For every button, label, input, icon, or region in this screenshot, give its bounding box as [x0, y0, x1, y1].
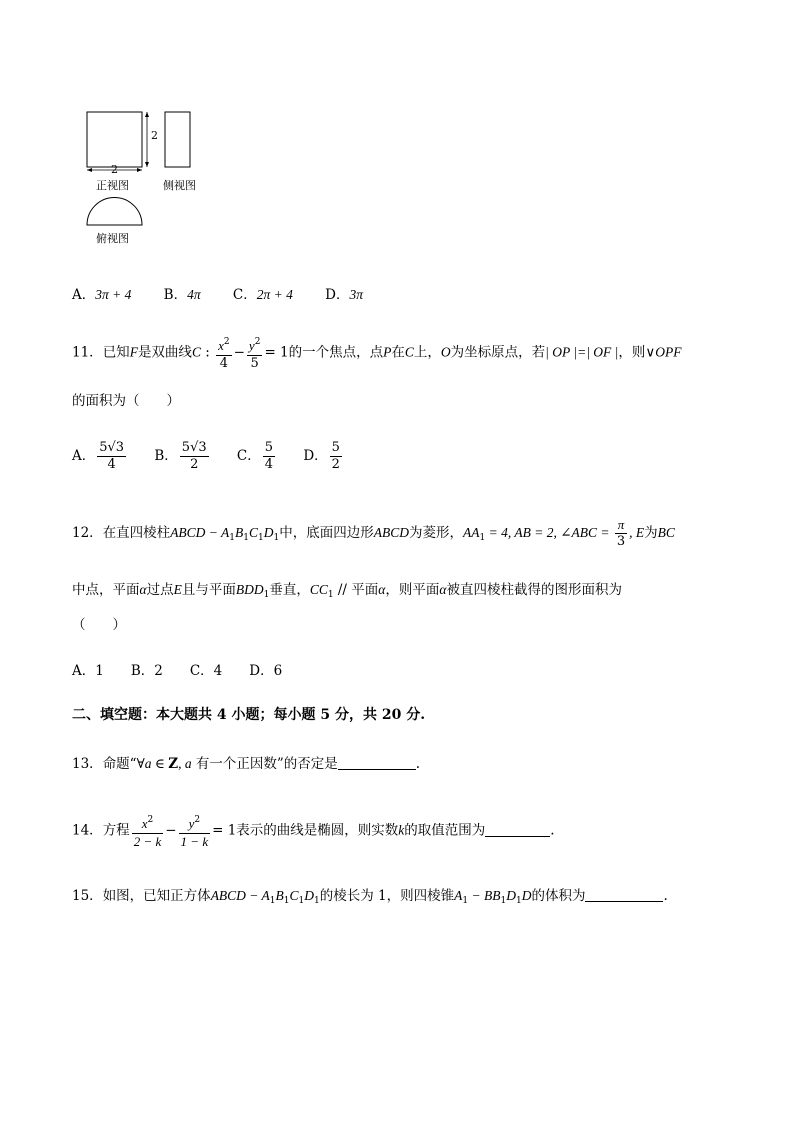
side-view-rect	[165, 112, 190, 167]
q15-answer-blank[interactable]	[585, 889, 663, 902]
section2-heading: 二、填空题：本大题共 4 小题；每小题 5 分，共 20 分.	[72, 707, 426, 723]
q12-line2: 中点，平面α过点E且与平面$BDD_1$垂直，$CC_1$ // 平面α，则平面α被直四棱柱截得的图形面积为	[72, 582, 622, 600]
q10-option-b: B．4π	[163, 287, 201, 303]
q11-options	[72, 440, 344, 473]
q14-answer-blank[interactable]	[485, 824, 550, 837]
q12-line3: （ ）	[72, 617, 126, 633]
q13-answer-blank[interactable]	[338, 757, 416, 770]
q10-option-d: D．3π	[325, 287, 364, 303]
q10-option-a: A．3π + 4	[72, 287, 132, 303]
q10-options	[72, 283, 363, 303]
top-view-semicircle	[87, 198, 142, 226]
front-width-label: 2	[111, 163, 118, 176]
q11-option-c: C． $\frac{5}{4}$	[236, 440, 274, 472]
side-view-label: 侧视图	[163, 179, 196, 192]
q10-option-c: C．2π + 4	[232, 287, 293, 303]
q12-options: A．1 B．2 C．4 D．6	[72, 663, 283, 679]
q11-option-a: A． $\frac{5√3}{4}$	[72, 440, 125, 472]
q11-frac-y: $\frac{y^2}{5}$	[247, 334, 263, 372]
front-view-square	[87, 112, 142, 167]
q14: 14．方程 $\frac{x^2}{2 - k}$ − $\frac{y^2}{1 - k}$ = 1表示的曲线是椭圆，则实数k的取值范围为 .	[72, 812, 555, 850]
front-view-label: 正视图	[96, 179, 129, 192]
q15: 15．如图，已知正方体ABCD − $A_1B_1C_1D_1$的棱长为 1，则四棱锥$A_1 - BB_1D_1D$的体积为 .	[72, 888, 668, 906]
q11-line2: 的面积为（ ）	[72, 393, 180, 409]
q11-frac-x: $\frac{x^2}{4}$	[216, 334, 232, 372]
q11-stem: 11．已知F是双曲线C : $\frac{x^2}{4}$ − $\frac{y^2}{5}$ = 1的一个焦点，点P在C上，O为坐标原点，若| OP |=| OF |，则∨OPF	[72, 334, 681, 372]
q12-stem: 12．在直四棱柱ABCD − $A_1B_1C_1D_1$中，底面四边形ABCD为菱形，$AA_1 = 4$, AB = 2, ∠ABC = $\frac{\pi}{3}$ , E为BC	[72, 517, 675, 549]
top-view-label: 俯视图	[96, 232, 129, 245]
q11-option-d: D． $\frac{5}{2}$	[303, 440, 340, 472]
q11-option-b: B． $\frac{5√3}{2}$	[154, 440, 207, 472]
q13: 13．命题“∀a ∈ Z, a 有一个正因数”的否定是 .	[72, 756, 421, 772]
front-height-label: 2	[151, 129, 158, 142]
